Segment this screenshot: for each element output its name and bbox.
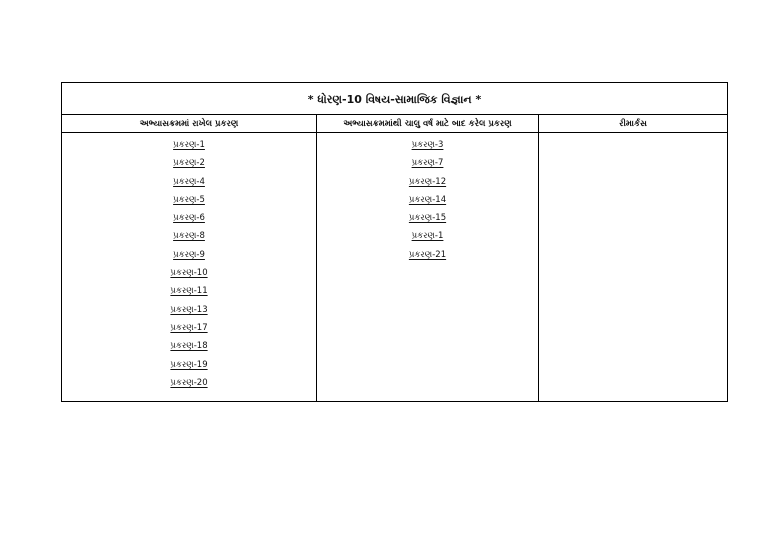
- chapter-link[interactable]: પ્રકરણ-1: [411, 231, 444, 242]
- chapter-table: [61, 82, 728, 402]
- chapter-link[interactable]: પ્રકરણ-3: [411, 140, 444, 150]
- chapter-link[interactable]: પ્રકરણ-1: [173, 140, 205, 150]
- list-item: [62, 173, 316, 191]
- table-title: * ધોરણ-10 વિષય-સામાજિક વિજ્ઞાન *: [62, 83, 727, 115]
- list-item: [62, 301, 316, 319]
- list-item: [317, 246, 538, 264]
- list-item: [62, 319, 316, 337]
- chapter-link[interactable]: પ્રકરણ-12: [408, 176, 447, 187]
- chapter-link[interactable]: પ્રકરણ-19: [170, 359, 208, 370]
- chapter-link[interactable]: પ્રકરણ-9: [173, 249, 205, 260]
- list-item: [62, 246, 316, 264]
- chapter-link[interactable]: પ્રકરણ-21: [408, 249, 447, 260]
- list-item: [62, 154, 316, 172]
- list-item: [62, 356, 316, 374]
- remarks-column: [539, 133, 727, 401]
- retained-chapters-column: [62, 133, 317, 401]
- chapter-link[interactable]: પ્રકરણ-5: [173, 194, 205, 205]
- list-item: [62, 337, 316, 355]
- list-item: [317, 191, 538, 209]
- header-remarks: રીમાર્કસ: [619, 118, 647, 129]
- chapter-link[interactable]: પ્રકરણ-20: [170, 377, 208, 388]
- header-retained-chapters: અભ્યાસક્રમમાં રાખેલ પ્રકરણ: [62, 115, 317, 132]
- chapter-link[interactable]: પ્રકરણ-4: [173, 176, 205, 187]
- list-item: [62, 282, 316, 300]
- chapter-link[interactable]: પ્રકરણ-7: [411, 158, 444, 169]
- list-item: [62, 227, 316, 245]
- table-header-row: [62, 115, 727, 133]
- chapter-link[interactable]: પ્રકરણ-11: [170, 286, 208, 297]
- chapter-link[interactable]: પ્રકરણ-10: [170, 268, 208, 279]
- chapter-link[interactable]: પ્રકરણ-13: [170, 304, 208, 315]
- header-removed-chapters: અભ્યાસક્રમમાંથી ચાલુ વર્ષ માટે બાદ કરેલ પ્રકરણ: [317, 115, 539, 132]
- list-item: [62, 136, 316, 154]
- list-item: [317, 209, 538, 227]
- list-item: [62, 374, 316, 392]
- list-item: [317, 136, 538, 154]
- list-item: [62, 264, 316, 282]
- table-body-row: [62, 133, 727, 401]
- list-item: [62, 209, 316, 227]
- list-item: [62, 191, 316, 209]
- chapter-link[interactable]: પ્રકરણ-8: [173, 231, 205, 242]
- chapter-link[interactable]: પ્રકરણ-17: [170, 322, 208, 333]
- list-item: [317, 227, 538, 245]
- chapter-link[interactable]: પ્રકરણ-15: [408, 213, 447, 224]
- chapter-link[interactable]: પ્રકરણ-6: [173, 213, 205, 224]
- list-item: [317, 173, 538, 191]
- removed-chapters-column: [317, 133, 539, 401]
- chapter-link[interactable]: પ્રકરણ-2: [173, 158, 205, 169]
- chapter-link[interactable]: પ્રકરણ-18: [170, 341, 208, 352]
- chapter-link[interactable]: પ્રકરણ-14: [408, 194, 447, 205]
- list-item: [317, 154, 538, 172]
